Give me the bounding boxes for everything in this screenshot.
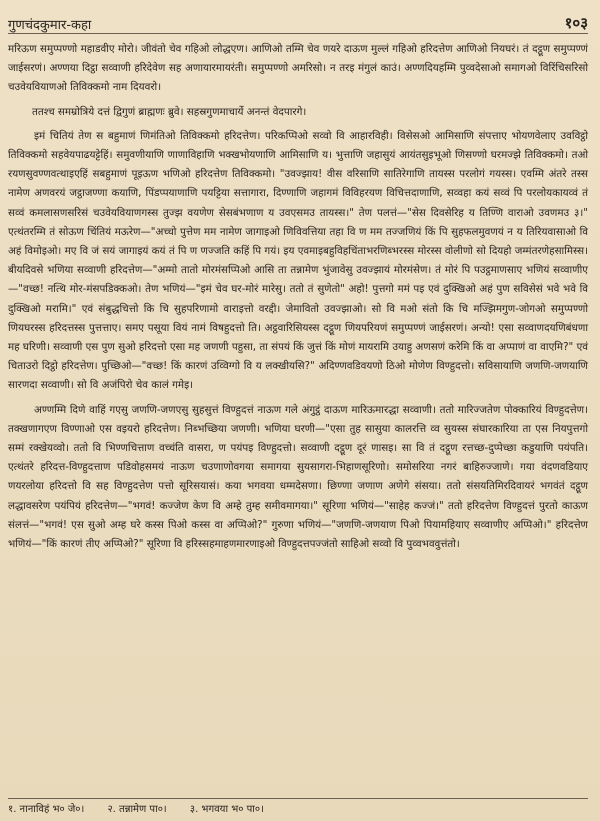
paragraph: मरिऊण समुप्पण्णो महाडवीए मोरो। जीवंतो चेव गहिओ लोद्धएण। आणिओ तम्मि चेव णयरे दाऊण मुल्लं गहिओ हरिदत्तेण आणिओ नियघरं। तं दट्ठूण समुप्पण्णं जाईसरणं। अण्णया दिट्ठा सव्वाणी हरिदेवेण सह अणायारमायरंती। समुप्पण्णो अमरिसो। न तरइ मंगुलं काउं। अण्णदियहम्मि पुव्वदेसाओ समागओ विरिंचिसरिसो चउवेयवियाणओ तिविक्कमो नाम दियवरो। xyxy=(8,43,588,94)
footnote: २. तन्नामेण पा०। xyxy=(107,804,167,815)
footnote: ३. भगवया भ० पा०। xyxy=(189,804,264,815)
body-text xyxy=(8,40,588,554)
page-number: १०३ xyxy=(564,14,588,32)
footnote: १. नानाविहं भ० जे०। xyxy=(8,804,85,815)
sanskrit-verse: ततश्च समम्रोत्रिये दत्तं द्विगुणं ब्राह्मणः ब्रुवे। सहस्रगुणमाचार्ये अनन्तं वेदपारगे। xyxy=(32,105,307,118)
running-head-title: गुणचंदकुमार-कहा xyxy=(8,18,92,33)
running-head xyxy=(8,0,588,34)
paragraph: इमं चितियं तेण स बहुमाणं णिमंतिओ तिविक्कमो हरिदत्तेण। परिकप्पिओ सव्वो वि आहारविही। विसेसओ आमिसाणि संपत्ताए भोयणवेलाए उवविट्ठो तिविक्कमो सहवेयपाढयट्टेहिं। समुवणीयाणि णाणाविहाणि भक्खभोयणाणि आमिसाणि य। भुत्ताणि जहासुयं आयंतसुइभूओ णिसण्णो घरमज्झे तिविक्कमो। तओ रयणसुवण्णवत्थाइएहिं सबहुमाणं पूइऊण भणिओ हरिदत्तेण तिविक्कमो। "उवज्झाय! वीस वरिसाणि सातिरेगाणि तायस्स परलोगं गयस्स। एवम्मि अंतरे तस्स नामेण अणवरयं जट्ठाजण्णा कयाणि, पिंडप्पयाणाणि पयट्टिया सत्तागारा, दिण्णाणि जहागमं विविहरयण विचित्तदाणाणि, सव्वहा कयं सव्वं पि परलोयकायव्वं तं सव्वं कमलासणसरिसं चउवेयवियाणगस्स तुज्झ वयणेण सेसबंभणाण य उवएसमउ तायस्स।" तेण पलत्तं—"सेस दिवसेरिह य तिण्णि वाराओ उवणमउ ३।" एत्थंतरम्मि तं सोऊण चिंतियं मऊरेण—"अच्चो पुत्तेण मम नामेण जागाइओ णिविवत्तिया तहा वि ण मम तज्जणियं किं पि सुहफलमुवणयं न य तिरियवासाओ वि अहं विमोइओ। मए वि जं सयं जागाइयं कयं तं पि ण णज्जति कहिं पि गयं। इय एवमाइबहुविहचिंताभरणिब्भरस्स मोरस्स वोलीणो सो दियहो जम्मंतरणेहसामिस्स। बीयदिवसे भणिया सव्वाणी हरिदत्तेण—"अम्मो तातो मोरमंसप्पिओ आसि ता तन्नामेण भुंजावेसु उवज्झायं मोरमंसेण। तं मोरं पि पउट्ठमाणसाए भणियं सव्वाणीए—"वच्छ! नत्थि मोर-मंसपडिक्कओ। तेण भणियं—"इमं चेव घर-मोरं मारेसु। ततो तं सुणेतो" अहो! पुत्तगो ममं पइ एवं दुक्खिओ अहं पुण सविसेसं भवे भवे वि दुक्खिओ मरामि।" एवं संबुद्धचित्तो कि चि सुहपरिणामो वाराइत्तो वरद्दी। जेमावितो उवज्झाओ। सो वि मओ संतो कि चि मज्झिमगुण-जोगओ समुप्पण्णो णियघरस्स हरिदत्तस्स पुत्तत्ताए। समए पसूया वियं नामं विषहुदत्तो ति। अट्ठवारिसियस्स दट्ठूण णियपरियणं समुप्पण्णं जाईसरणं। अन्यो! एसा सव्वाणदयणिबंधणा मह घरिणी। सव्वाणी एस पुण सुओ हरिदत्तो एसा मह जणणी पहुसा, ता संपयं किं जुत्तं किं मोणं मायरामि उयाहु अणसणं करेमि किं वा अप्पाणं वा वाएमि?" एवं चिताउरो दिट्ठो हरिदत्तेण। पुच्छिओ—"वच्छ! किं कारणं उव्विग्गो वि य लक्खीयसि?" अदिण्णवडिवयणो ठिओ मोणेण विण्हुदत्तो। सविसायाणि जणणि-जणयाणि सारणदा सव्वाणी। सो वि अजंपिरो चेव कालं गमेइ। xyxy=(8,129,588,392)
paragraph: अण्णम्मि दिणे वाहिं गएसु जणणि-जणएसु सुहसुत्तं विण्हुदत्तं नाऊण गले अंगुट्ठं दाऊण मारिऊमारद्धा सव्वाणी। ततो मारिज्जतेण पोक्कारियं विण्हुदत्तेण। तक्खणागएण विण्णाओ एस वइयरो हरिदत्तेण। निब्भच्छिया जणणी। भणिया घरणी—"एसा तुह सासुया कालरत्ति व्व सुयस्स संघारकारिया ता एस नियपुत्तगो सम्मं रक्खेयव्वो। ततो वि भिण्णचित्ताण वच्चंति वासरा, ण पयंपइ विण्हुदत्तो। सव्वाणी दट्ठूण दूरं णासइ। सा वि तं दट्ठूण रत्तच्छ-दुप्पेच्छा कडुयाणि पयंपति। एत्थंतरे हरिदत्त-विण्हुदत्ताण पडिवोहसमयं नाऊण चउणाणोवगया समागया सुयसागरा-भिहाणसूरिणो। समोसरिया नगरं बाहिरुज्जाणे। गया वंदणवडियाए णयरलोया हरिदत्तो वि सह विण्हुदत्तेण पत्तो सूरिसयासं। कया भगवया धम्मदेसणा। छिण्णा जणाण अणेगे संसया। ततो संसयतिमिरदिवायरं भगवंतं दट्ठूण लद्धावसरेण पयंपियं हरिदत्तेण—"भगवं! कज्जेण केण वि अम्हे तुम्ह समीवमागया।" सूरिणा भणियं—"साहेह कज्जं।" ततो हरिदत्तेण विण्हुदत्तं पुरतो काऊण संलत्तं—"भगवं! एस सुओ अम्ह घरे कस्स पिओ कस्स वा अप्पिओ?" गुरुणा भणियं—"जणणि-जणयाण पिओ पियामहियाए सव्वाणीए अप्पिओ।" हरिदत्तेण भणियं—"किं कारणं तीए अप्पिओ?" सूरिणा वि हरिस्सहमाहणमारणाइओ विण्हुदत्तपज्जंतो साहिओ सव्वो वि पुव्वभववुत्तंतो। xyxy=(8,403,588,551)
footnotes xyxy=(8,798,588,821)
